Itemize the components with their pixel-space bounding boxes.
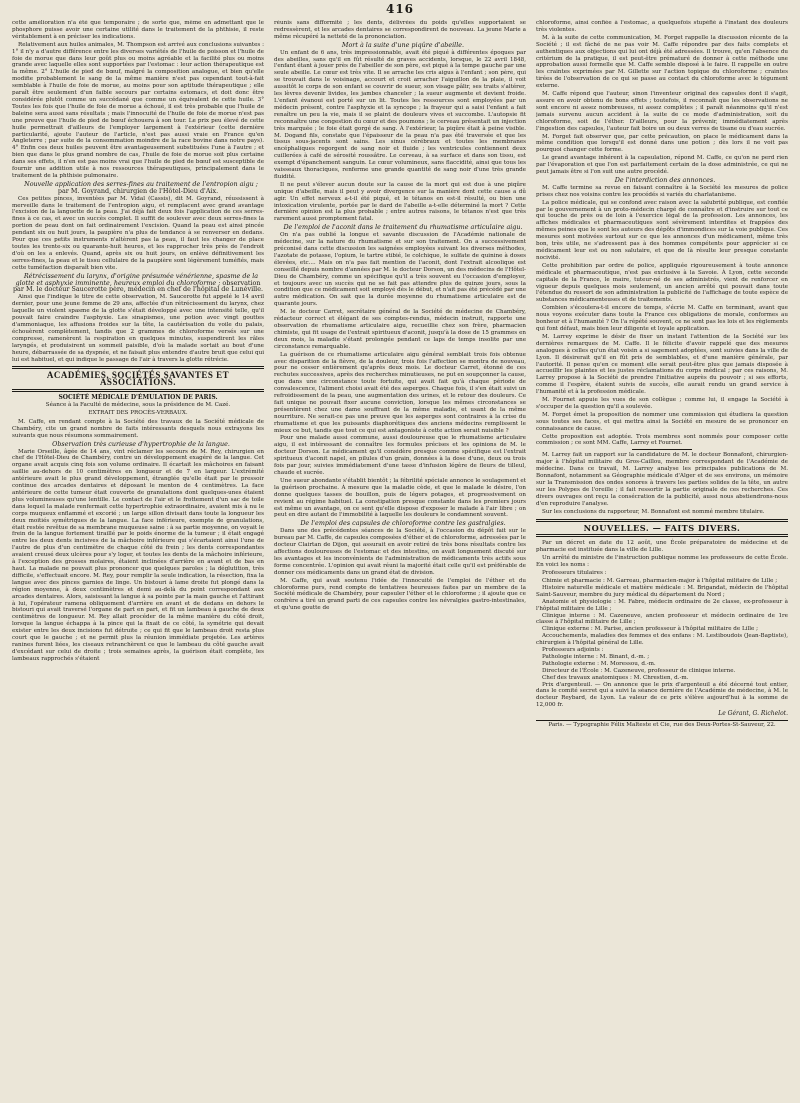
paragraph: Il ne peut s'élever aucun doute sur la cause de la mort qui est due à une piqûre unique d'abeille, mais il peut y avoir divergence sur la manière dont cette cause a dû agir. Un effet nerveux a-t-il été piqué, et le tétanos en est-il résulté, ou bien une intoxication virulente, portée par le dard de l'abeille a-t-elle déterminé la mort ? Cette dernière opinion est la plus probable ; entre autres raisons, le tétanos n'est que très rarement aussi promptement fatal. <box>274 181 526 223</box>
column-left <box>12 20 264 1092</box>
paragraph: M. Caffe répond que l'auteur, sinon l'inventeur original des capsules dont il s'agit, assure en avoir obtenu de bons effets ; toutefois, il reconnaît que les observations ne sont encore ni assez nombreuses, ni assez complètes ; il paraît néanmoins qu'il n'est jamais survenu aucun accident à la suite de ce mode d'administration, soit du chloroforme, soit de l'éther. D'ailleurs, pour la prévenir, immédiatement après l'ingestion des capsules, l'auteur fait boire un ou deux verres de tisane ou d'eau sucrée. <box>536 91 788 132</box>
list-item: Directeur de l'École : M. Cazeneuve, professeur de clinique interne. <box>542 667 736 674</box>
paragraph: M. Caffe, qui avait soutenu l'idée de l'innocuité de l'emploi de l'éther et du chloroforme purs, rend compte de tentatives heureuses faites par un membre de la Société médicale de Chambéry, pour capsuler l'éther et le chloroforme ; il ajoute que ce confrère a tiré un grand parti de ces capsules contre les névralgies gastro-intestinales, et qu'une goutte de <box>274 577 526 612</box>
printer-imprint: Paris. — Typographie Félix Malteste et Cie, rue des Deux-Portes-St-Sauveur, 22. <box>536 720 788 729</box>
section-rule <box>536 519 788 522</box>
paragraph: Pour une malade aussi commune, aussi douloureuse que le rhumatisme articulaire aigu, il est intéressant de connaître les formules précises et les opinions de M. le docteur Dorson. Le médicament qu'il considère presque comme spécifique est l'extrait spiritueux d'aconit napel, en pilules d'un grain, données à la dose d'une, deux ou trois fois par jour, suivies immédiatement d'une tasse d'infusion légère de fleurs de tilleul, chaude et sucrée. <box>274 435 526 476</box>
paragraph: Prix d'argenteuil. — On annonce que le prix d'argenteuil a été décerné tout entier, dans le comité secret qui a suivi la séance dernière de l'Académie de médecine, à M. le docteur Reybard, de Lyon. La valeur de ce prix s'élève aujourd'hui à la somme de 12,000 fr. <box>536 681 788 709</box>
list-item: Pathologie interne : M. Binant, d.-m. ; <box>542 653 650 660</box>
paragraph: Sur les conclusions du rapporteur, M. Bonnafont est nommé membre titulaire. <box>542 508 765 515</box>
article-title: De l'emploi de l'aconit dans le traitement du rhumatisme articulaire aigu. <box>283 223 523 232</box>
signature: Le Gérant, G. Richelot. <box>718 710 788 718</box>
section-rule <box>536 534 788 537</box>
paragraph: cette amélioration n'a été que temporaire ; de sorte que, même en admettant que le phosphore puisse avoir une certaine utilité dans le traitement de la phthisie, il reste véritablement à en préciser les indications. <box>12 20 264 40</box>
list-item: Chef des travaux anatomiques : M. Chrestien, d.-m. <box>542 674 689 681</box>
paragraph: M. Forget fait observer que, par cette précaution, on place le médicament dans la même condition que lorsqu'il est donné dans une potion ; dès lors il ne voit pas pourquoi changer cette forme. <box>536 133 788 154</box>
paragraph: réunis sans difformité ; les dents, délivrées du poids qu'elles supportaient se redressèrent, et les arcades dentaires se correspondirent de nouveau. La jeune Marie a même récupéré la netteté de la prononciation. <box>274 20 526 40</box>
paragraph: Un enfant de 6 ans, très impressionnable, avait été piqué à différentes époques par des abeilles, sans qu'il en fût résulté de graves accidents, lorsque, le 22 avril 1848, l'enfant étant à jouer près de l'abeiller de son père, est piqué à la tempe gauche par une seule abeille. Le cœur est très vite. Il se arrache les cris aigus à l'enfant ; son père, qui se trouvait dans le voisinage, accourt et croit arracher l'aiguillon de la plaie, il voit aussitôt le corps de son enfant se couvrir de sueur, son visage pâlir, ses traits s'altérer, les lèvres devenir livides, les jambes chanceler ; la sueur augmente et devient froide. L'enfant évanoui est porté sur un lit. Toutes les ressources sont employées par un médecin présent, contre l'asphyxie et la syncope ; la frayeur qui a saisi l'enfant a fait renaître un peu la vie, mais il se plaint de douleurs vives et succombe. L'autopsie fit reconnaître une congestion du cœur et des poumons ; le cerveau présentait un injection très marquée ; le foie était gorgé de sang. À l'extérieur, la piqûre était à peine visible. M. Dogand fils, constate que l'épaisseur de la peau n'a pas été traversée et que les tissus sous-jacents sont sains. Les sinus cérébraux et toutes les membranes encéphaliques regorgent de sang noir et fluide ; les ventricules contiennent deux cuillerées à café de sérosité roussâtre. Le cerveau, à sa surface et dans son tissu, est exempt d'épanchement sanguin. Le cœur volumineux, sans flaccidité, ainsi que tous les vaisseaux thoraciques, renferme une grande quantité de sang noir d'une très grande fluidité. <box>274 49 526 180</box>
professor-list <box>536 578 788 682</box>
paragraph: Une sueur abondante s'établit bientôt ; la fébrilité spéciale annonce le soulagement et la guérison prochaine. À mesure que la maladie cède, et que le malade le désire, l'on donne quelques tasses de bouillon, puis de légers potages, et progressivement on revient au régime habituel. La constipation presque constante dans les premiers jours est même un avantage, on ce sent qu'elle dispose d'exposer le malade à l'air libre ; on peut en dire autant de l'immobilité à laquelle les douleurs le condamnent souvent. <box>274 477 526 519</box>
paragraph: M. Larrey exprime le désir de fixer un instant l'attention de la Société sur les dernières remarques de M. Caffe. Il le félicite d'avoir rappelé que des mesures analogues à celles qu'un état voisin a si sagement adoptées, sont suivies dans la ville de Lyon. Il désirerait qu'il en fût pris de semblables, et d'une manière générale, par l'autorité. Il pense qu'en ce moment elle serait peut-être plus que jamais disposée à accueillir les plaintes et les justes réclamations du corps médical ; par ces raisons, M. Larrey propose à la Société de prendre l'initiative auprès du pouvoir ; si ses efforts, comme il l'espère, étaient suivis de succès, elle aurait rendu un grand service à l'humanité et à la profession médicale. <box>536 333 788 396</box>
paragraph: Ainsi que l'indique le titre de cette observation, M. Saucerotte fut appelé le 14 avril dernier, pour une jeune femme de 29 ans, affectée d'un rétrécissement du larynx, chez laquelle un violent spasme de la glotte s'était développé avec une intensité telle, qu'il pouvait faire craindre l'asphyxie. Les sinapismes, une potion avec vingt gouttes d'ammoniaque, les affusions froides sur la tête, la cautérisation du voile du palais, échouèrent complètement, tandis que 2 grammes de chloroforme versés sur une compresse, ramenèrent la respiration en quelques minutes, suspendirent les râles laryngés, et produisirent un sommeil paisible, d'où la malade sortait au bout d'une heure, débarrassée de sa dyspnée, et ne faisait plus entendre d'autre bruit que celui qui lui est habituel, et qui indique le passage de l'air à travers la glotte rétrécie. <box>12 294 264 363</box>
list-item: Anatomie et physiologie : M. Fabre, médecin ordinaire de 2e classe, ex-professeur à l'hôpital militaire de Lille ; <box>536 598 788 612</box>
paragraph: M. le docteur Carret, secrétaire général de la Société de médecine de Chambéry, rédacteur correct et élégant de ses comptes-rendus, médecin instruit, rapporte une observation de rhumatisme articulaire aigu, recueillie chez son frère, pharmacien chimiste, qui fit usage de l'extrait spiritueux d'aconit, jusqu'à la dose de 15 grammes en deux mois, la maladie s'étant prolongée pendant ce laps de temps insolite par une circonstance remarquable. <box>274 309 526 350</box>
paragraph: M. Larrey fait un rapport sur la candidature de M. le docteur Bonnafont, chirurgien-major à l'hôpital militaire du Gros-Caillou, membre correspondant de l'Académie de médecine. Dans ce travail, M. Larrey analyse les principales publications de M. Bonnafont, notamment sa Géographie médicale d'Alger et de ses environs, un mémoire sur la Transmission des ondes sonores à travers les parties solides de la tête, un autre sur les Polypes de l'oreille ; il fait ressortir la partie originale de ces recherches. Ces divers ouvrages ont reçu la consécration de la publicité, aussi nous abstiendrons-nous d'en reproduire l'analyse. <box>536 452 788 507</box>
society-extract: EXTRAIT DES PROCÈS-VERBAUX. <box>88 410 188 417</box>
paragraph: On n'a pas oublié la longue et savante discussion de l'Académie nationale de médecine, sur la nature du rhumatisme et sur son traitement. On a successivement préconisé dans cette discussion les saignées employées suivant les diverses méthodes, l'azotate de potasse, l'opium, le tartre stibié, le colchique, le sulfate de quinine à doses élevées, etc.... Mais on n'a pas fait mention de l'aconit, dont l'extrait alcoolique est conseillé depuis nombre d'années par M. le docteur Dorson, un des médecins de l'Hôtel-Dieu de Chambéry, comme un spécifique qu'il a très souvent eu l'occasion d'employer, et toujours avec un succès qui ne se fait pas attendre plus de quinze jours, sous la condition que ce médicament soit employé dès le début, et n'ait pas été précédé par une autre médication. On sait que la durée moyenne du rhumatisme articulaire est de quarante jours. <box>274 232 526 308</box>
paragraph: Cette prohibition par ordre de police, appliquée rigoureusement à toute annonce médicale et pharmaceutique, n'est pas exclusive à la Savoie. À Lyon, cette seconde capitale de la France, le maire, tuteur-né de ses administrés, vient de renforcer en vigueur depuis quelques mois seulement, un ancien arrêté qui pouvait dans toute l'étendue du ressort de son administration la publicité de l'affichage de toute espèce de substances médicamenteuses et de traitements. <box>536 262 788 304</box>
paragraph: M. Caffe termine sa revue en faisant connaître à la Société les mesures de police prises chez nos voisins contre les procédés si variés du charlatanisme. <box>536 184 788 198</box>
paragraph: Le grand avantage inhérent à la capsulation, répond M. Caffe, ce qu'on ne perd rien par l'évaporation et que l'on est parfaitement certain de la dose administrée, ce qui ne peut jamais être si l'on suit une autre procédé. <box>536 155 788 176</box>
divider <box>632 449 692 450</box>
page-columns <box>12 20 788 1092</box>
article-title: De l'emploi des capsules de chloroforme contre les gastralgies. <box>300 519 506 528</box>
page-number: 416 <box>385 2 415 16</box>
paragraph: M. Fournet appuie les vues de son collègue ; comme lui, il engage la Société à s'occuper de la question qu'il a soulevée. <box>536 397 788 410</box>
article-title <box>12 181 264 195</box>
article-title <box>12 273 264 294</box>
section-rule <box>12 389 264 392</box>
paragraph: M. à la suite de cette communication, M. Forget rappelle la discussion récente de la Société ; il est fâché de ne pas voir M. Caffe répondre par des faits complets et authentiques aux objections qui lui ont déjà été adressées. Il trouve, qu'en l'absence du critérium de la pratique, il est peut-être prématuré de donner à cette méthode une approbation aussi formelle que M. Caffe semble disposé à le faire. Il rappelle en outre les craintes exprimées par M. Gillette sur l'action topique du chloroforme ; craintes tirées de l'observation de ce qui se passe au contact du chloroforme avec le tégument externe. <box>536 34 788 90</box>
section-rule <box>12 366 264 369</box>
article-title-text: Rétrécissement du larynx, d'origine présumée vénérienne, spasme de la glotte et asphyxie imminente, heureux emploi du chloroforme ; <box>15 271 259 287</box>
section-heading: ACADÉMIES, SOCIÉTÉS SAVANTES ET ASSOCIATIONS. <box>46 370 230 388</box>
news-heading: NOUVELLES. — FAITS DIVERS. <box>583 522 741 533</box>
list-item: Histoire naturelle médicale et matière médicale : M. Brigandat, médecin de l'hôpital Saint-Sauveur, membre du jury médical du département du Nord ; <box>536 584 788 598</box>
article-author: observation par M. le docteur Saucerotte père, médecin en chef de l'hôpital de Lunéville. <box>12 278 264 294</box>
paragraph: M. Caffe, en rendant compte à la Société des travaux de la Société médicale de Chambéry, cite un grand nombre de faits intéressants desquels nous extrayons les suivants que nous résumons sommairement. <box>12 418 264 439</box>
paragraph: Dans une des précédentes séances de la Société, à l'occasion du dépôt fait sur le bureau par M. Caffe, de capsules composées d'éther et de chloroforme, adressées par le docteur Clairtan de Dijon, qui assurait en avoir retiré de très bons résultats contre les affections douloureuses de l'estomac et des intestins, on avait longuement discuté sur les avantages et les inconvénients de l'administration de médicaments très actifs sous forme concentrée. L'opinion qui avait réuni la majorité était celle qu'il est préférable de donner ces médicaments dans un grand état de division. <box>274 528 526 576</box>
paragraph: Par un décret en date du 12 août, une École préparatoire de médecine et de pharmacie est instituée dans la ville de Lille. <box>536 540 788 554</box>
paragraph: M. Forget émet la proposition de nommer une commission qui étudiera la question sous toutes ses faces, et qui mettra ainsi la Société en mesure de se prononcer en connaissance de cause. <box>536 411 788 432</box>
paragraph: chloroforme, ainsi confiée à l'estomac, a quelquefois stupéfié à l'instant des douleurs très violentes. <box>536 20 788 33</box>
list-item: Clinique interne : M. Cazeneuve, ancien professeur et médecin ordinaire de 1re classe à l'hôpital militaire de Lille ; <box>536 612 788 626</box>
paragraph: La police médicale, qui se confond avec raison avec la salubrité publique, est confiée par le gouvernement à un proto-médecin chargé de connaître et d'instruire sur tout ce qui touche de près ou de loin à l'exercice légal de la profession. Les annonces, les affiches médicales et pharmaceutiques sont sévèrement interdites et frappées des mêmes peines que le sont les auteurs des dépôts d'immondices sur la voie publique. Ces mesures sont motivées surtout sur ce que les annonces d'un médicament, même très bon, très utile, ne s'adressent pas à des hommes compétents pour apprécier si ce médicament leur est ou non salutaire, et que de là résulte leur presque constante nocivité. <box>536 199 788 261</box>
article-author: par M. Goyrand, chirurgien de l'Hôtel-Dieu d'Aix. <box>57 186 219 195</box>
news-subheading: Professeurs titulaires : <box>542 570 607 577</box>
paragraph: Ces petites pinces, inventées par M. Vidal (Cassis), dit M. Goyrand, réussissent à merveille dans le traitement de l'entropion aigu, et remplacent avec grand avantage l'excision de la languette de la peau. J'ai déjà fait deux fois l'application de ces serres-fines à ce cas, et avec un succès complet. Il suffit de soulever avec deux serres-fines la portion de peau dont on fait ordinairement l'excision. Quand la peau est ainsi pincée pendant six ou huit jours, la paupière n'a plus de tendance à se renverser en dedans. Pour que ces petits instruments n'altèrent pas la peau, il faut les changer de place toutes les trente-six ou quarante-huit heures, et les rapprocher très près de l'endroit d'où on les a enlevés. Quand, après six ou huit jours, on enlève définitivement les serres-fines, la peau et le tissu cellulaire de la paupière sont légèrement tuméfiés, mais cette tuméfaction disparaît bien vite. <box>12 195 264 271</box>
list-item: Professeurs adjoints : <box>542 647 604 654</box>
list-item: Pathologie externe : M. Moressou, d.-m. <box>542 660 656 667</box>
paragraph: Relativement aux huiles animales, M. Thompson est arrivé aux conclusions suivantes : 1° il n'y a d'autre différence entre les diverses variétés de l'huile de poisson et l'huile de foie de morue que dans leur goût plus ou moins agréable et la facilité plus ou moins grande avec laquelle elles sont supportées par l'estomac : leur action thérapeutique est la même. 2° L'huile de pied de bœuf, malgré la composition analogue, et bien qu'elle modifie probablement le sang de la même manière n'est pas cependant tout-à-fait semblable à l'huile de foie de morue, au moins pour son aptitude thérapeutique ; elle paraît être seulement d'un faible secours par certains estomacs, et doit donc être considérée plutôt comme un succédané que comme un équivalent de cette huile. 3° Toutes les fois que l'huile de foie de morue a échoué, il est très probable que l'huile de baleine sera aussi sans résultats ; mais l'innocuité de l'huile de foie de morue n'est pas une preuve que l'huile de pied de bœuf échouera à son tour. Le prix peu élevé de cette huile permettrait d'ailleurs de l'employer largement à l'extérieur (cette dernière particularité, ajoute l'auteur de l'article, n'est pas aussi vraie en France qu'en Angleterre ; par suite de la consommation moindre de la race bovine dans notre pays). 4° Enfin ces deux huiles peuvent être avantageusement substituées l'une à l'autre ; et bien que dans le plus grand nombre de cas, l'huile de foie de morue soit plus certaine dans ses effets, il n'en est pas moins vrai que l'huile de pied de bœuf est susceptible de fournir une addition utile à nos ressources thérapeutiques, principalement dans le traitement de la phthisie pulmonaire. <box>12 41 264 179</box>
list-item: Accouchements, maladies des femmes et des enfans : M. Lestiboudois (Jean-Baptiste), chirurgien à l'hôpital général de Lille. <box>536 633 788 647</box>
paragraph: Cette proposition est adoptée. Trois membres sont nommés pour composer cette commission ; ce sont MM. Caffe, Larrey et Fournet. <box>536 433 788 447</box>
list-item: Chimie et pharmacie : M. Garreau, pharmacien-major à l'hôpital militaire de Lille ; <box>542 577 778 584</box>
paragraph: Combien s'écoulera-t-il encore de temps, s'écrie M. Caffe en terminant, avant que nous voyons exécuter dans toute la France ces obligations de morale, conformes au bonheur et à l'humanité ? On l'a répété souvent, ce ne sont pas les lois et les règlements qui font défaut, mais bien leur diligente et loyale application. <box>536 305 788 332</box>
article-title: Mort à la suite d'une piqûre d'abeille. <box>341 40 465 49</box>
column-middle <box>274 20 526 1092</box>
paragraph: La guérison de ce rhumatisme articulaire aigu général semblait trois fois obtenue avec disparition de la fièvre, de la douleur, trois fois l'affection se montra de nouveau, pour ne cesser entièrement qu'après deux mois. Le docteur Carret, étonné de ces rechutes successives, après des recherches minutieuses, ne put en soupçonner la cause, que dans une circonstance toute fortuite, qui avait fait qu'à chaque période de convalescence, l'aliment choisi avait été des asperges. Chaque fois, il s'en était suivi un refroidissement de la peau, une augmentation des urines, et le retour des douleurs. Ce fait unique ne pouvait fixer aucune conviction, lorsque les mêmes circonstances se présentèrent chez une dame souffrant de la même maladie, et usant de la même nourriture. Ne serait-ce pas une preuve que les asperges sont contraires à la crise du rhumatisme et que les puissants diaphorétiques des anciens médecins remplissent le mieux ce but, tandis que tout ce qui est antagoniste à cette action serait nuisible ? <box>274 351 526 434</box>
article-title-text: Nouvelle application des serres-fines au traitement de l'entropion aigu ; <box>24 179 258 188</box>
paragraph: Un arrêté du ministre de l'instruction publique nomme les professeurs de cette École. En voici les noms : <box>536 555 788 569</box>
article-title: Observation très curieuse d'hypertrophie de la langue. <box>52 439 230 448</box>
society-name: SOCIÉTÉ MÉDICALE D'ÉMULATION DE PARIS. <box>58 394 218 402</box>
article-title: De l'interdiction des annonces. <box>614 175 716 184</box>
list-item: Clinique externe : M. Parise, ancien professeur à l'hôpital militaire de Lille ; <box>542 626 759 633</box>
column-right <box>536 20 788 1092</box>
paragraph: Marie Orseille, âgée de 14 ans, vint réclamer les secours de M. Rey, chirurgien en chef de l'Hôtel-Dieu de Chambéry, contre un développement exagéré de la langue. Cet organe avait acquis cinq fois son volume ordinaire. Il écartait les mâchoires en faisant saillie au-dehors de 10 centimètres en longueur et de 7 en largeur. L'extrémité antérieure avait le plus grand développement, étranglée qu'elle était par le pressoir continue des arcades dentaires et déposant le menton de 4 centimètres. La face antérieure de cette tumeur était couverte de granulations dont quelques-unes étaient plus volumineuses qu'une lentille. Le contact de l'air et le frottement d'un sac de toile dans lequel la malade renfermait cette hypertrophie extraordinaire, avaient mis à nu le corps muqueux enflammé et excorié ; un large sillon divisait dans toute la longueur les deux moitiés symétriques de la langue. La face inférieure, exempte de granulations, était restée revêtue de sa membrane muqueuse saine : à sa partie moyenne, on voyait le frein de la langue fortement tiraillé par le poids énorme de la tumeur ; il était engagé entre les deux dents incisives de la mâchoire inférieure qui s'écartaient ainsi l'une de l'autre de plus d'un centimètre de chaque côté du frein ; les dents correspondantes avaient creusé deux ulcères pour s'y loger, et toutes les dents de la mâchoire inférieure, à l'exception des grosses molaires, étaient inclinées d'arrière en avant et de bas en haut. La malade ne pouvait plus prononcer que quelques paroles ; la déglutition, très difficile, s'effectuait encore. M. Rey, pour remplir la seule indication, la résection, fixa la langue avec des pinces garnies de linge. Un bistouri à lame droite fut plongé dans la région moyenne, à deux centimètres et demi au-delà du point correspondant aux arcades dentaires. Alors, saisissant la langue à sa pointe par la main gauche et l'attirant à lui, l'opérateur ramena obliquement d'arrière en avant et de dedans en dehors le bistouri qui avait traversé l'organe de part en part, et fit un lambeau à gauche de deux centimètres de longueur. M. Rey allait procéder de la même manière du côté droit, lorsque la langue échappa à la pince qui la fixait de ce côté, la symétrie qui devait exister entre les deux incisions fut détruite ; ce qui fit que le lambeau droit resta plus court que le gauche ; et ne permit plus la réunion immédiate projetée. Les artères ranines furent liées, les ciseaux retranchèrent ce que le lambeau du côté gauche avait d'excédant sur celui de droite ; trois semaines après, la guérison était complète, les lambeaux rapprochés s'étaient <box>12 448 264 662</box>
society-session: Séance à la Faculté de médecine, sous la présidence de M. Cazé. <box>45 402 231 409</box>
